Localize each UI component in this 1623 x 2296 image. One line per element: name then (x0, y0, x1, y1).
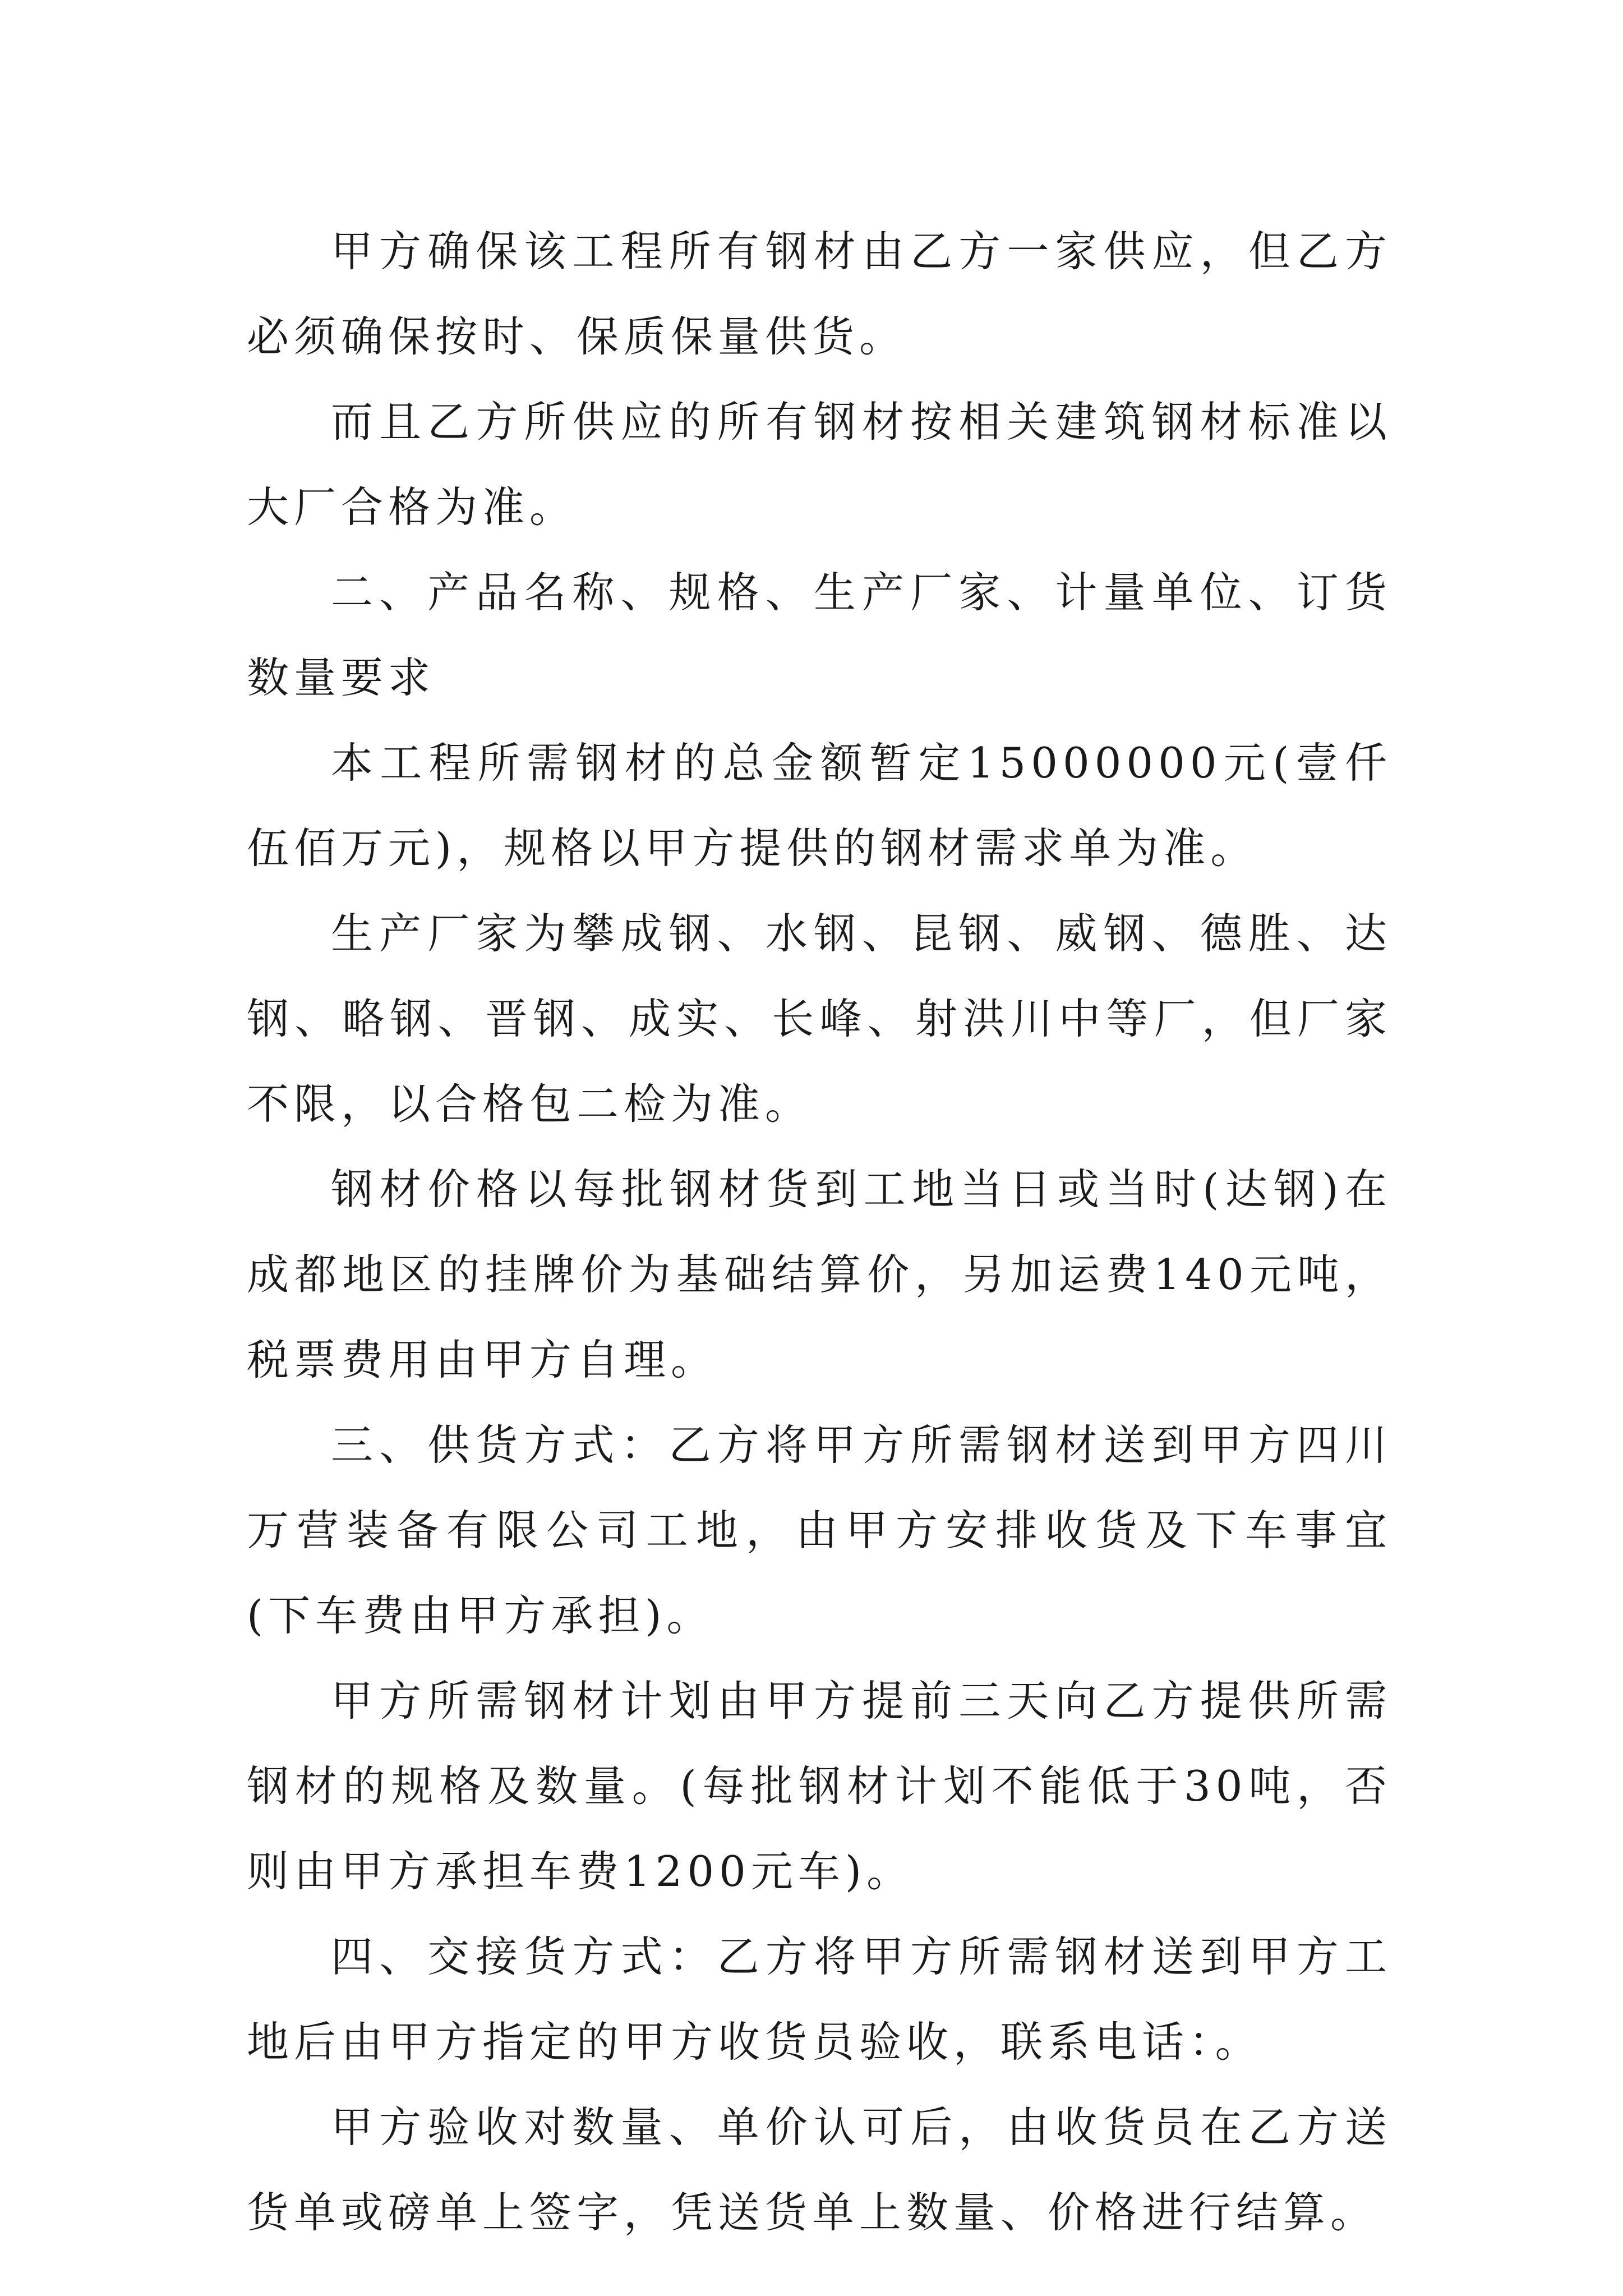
paragraph-manufacturers: 生产厂家为攀成钢、水钢、昆钢、威钢、德胜、达钢、略钢、晋钢、成实、长峰、射洪川中等厂，但厂家不限，以合格包二检为准。 (247, 909, 1392, 1129)
paragraph-total-amount: 本工程所需钢材的总金额暂定15000000元(壹仟伍佰万元)，规格以甲方提供的钢材需求单为准。 (247, 738, 1392, 873)
paragraph-order-plan: 甲方所需钢材计划由甲方提前三天向乙方提供所需钢材的规格及数量。(每批钢材计划不能低于30吨，否则由甲方承担车费1200元车)。 (247, 1676, 1392, 1896)
document-body (247, 209, 1392, 2255)
paragraph-quality-standard: 而且乙方所供应的所有钢材按相关建筑钢材标准以大厂合格为准。 (247, 397, 1392, 532)
paragraph-settlement: 甲方验收对数量、单价认可后，由收货员在乙方送货单或磅单上签字，凭送货单上数量、价格进行结算。 (247, 2102, 1392, 2237)
section-heading-product-requirements: 二、产品名称、规格、生产厂家、计量单位、订货数量要求 (247, 568, 1392, 702)
paragraph-pricing: 钢材价格以每批钢材货到工地当日或当时(达钢)在成都地区的挂牌价为基础结算价，另加运费140元吨，税票费用由甲方自理。 (247, 1165, 1392, 1384)
paragraph-supply-guarantee: 甲方确保该工程所有钢材由乙方一家供应，但乙方必须确保按时、保质保量供货。 (247, 227, 1392, 361)
section-heading-supply-method: 三、供货方式：乙方将甲方所需钢材送到甲方四川万营装备有限公司工地，由甲方安排收货及下车事宜(下车费由甲方承担)。 (247, 1420, 1392, 1640)
section-heading-delivery-handover: 四、交接货方式：乙方将甲方所需钢材送到甲方工地后由甲方指定的甲方收货员验收，联系电话：。 (247, 1932, 1392, 2067)
